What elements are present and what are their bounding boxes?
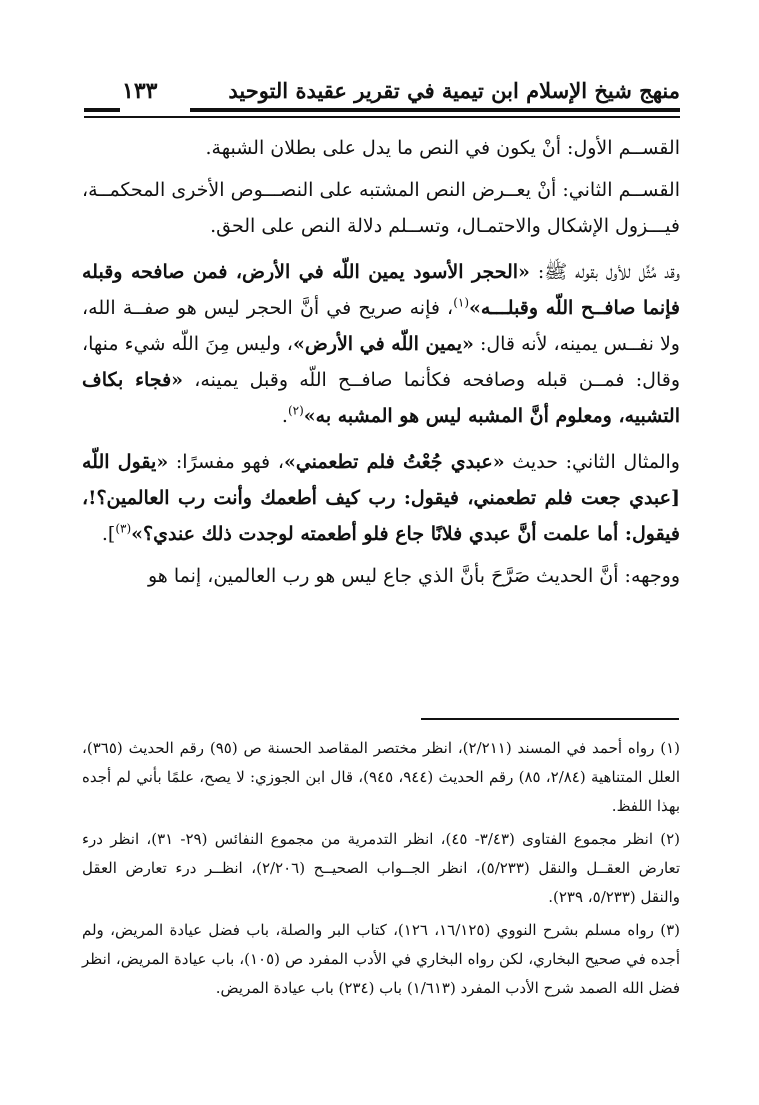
header-rule-left-thick [84,108,120,112]
book-title: منهج شيخ الإسلام ابن تيمية في تقرير عقيدة التوحيد [228,78,680,103]
quote-bold: «فجاء بكاف التشبيه، ومعلوم أنَّ المشبه ليس هو المشبه به» [82,369,680,427]
text-run: وقد مُثِّل للأول بقوله ﷺ: [529,261,680,283]
text-run: . [281,405,288,427]
paragraph-second-section: القســم الثاني: أنْ يعــرض النص المشتبه على النصـــوص الأخرى المحكمــة، فيـــزول الإشكال والاحتمـال، وتســلم دلالة النص على الحق. [82,179,680,237]
hadith-quote: «الحجر الأسود يمين اللّه في الأرض، فمن صافحه وقبله فإنما صافــح اللّه وقبلـــه» [82,261,680,319]
text-run: ، وليس مِنَ اللّه شيء منها، وقال: فمــن قبله وصافحه فكأنما صافــح اللّه وقبل يمينه، [82,333,680,391]
hadith-quote: «عبدي جُعْتُ فلم تطعمني» [283,451,505,473]
footnote-ref-3[interactable]: (٣) [115,521,132,536]
paragraph-second-example [82,444,680,552]
main-text [82,130,680,600]
paragraph-first-section: القســم الأول: أنْ يكون في النص ما يدل على بطلان الشبهة. [205,137,680,159]
running-header [84,74,680,122]
footnote-ref-1[interactable]: (١) [453,295,470,310]
text-run: ، فهو مفسرًا: [168,451,284,473]
hadith-quote: «يمين اللّه في الأرض» [292,333,474,355]
hadith-quote: «يقول اللّه [عبدي جعت فلم تطعمني، فيقول: رب كيف أطعمك وأنت رب العالمين؟!، فيقول: أما علمت أنَّ عبدي فلانًا جاع فلو أطعمته لوجدت ذلك عندي؟» [82,451,680,545]
footnote-divider [421,718,679,720]
page-number: ١٣٣ [122,78,158,104]
footnote-1: (١) رواه أحمد في المسند (٢/٢١١)، انظر مختصر المقاصد الحسنة ص (٩٥) رقم الحديث (٣٦٥)، العلل المتناهية (٢/٨٤، ٨٥) رقم الحديث (٩٤٤، ٩٤٥)، قال ابن الجوزي: لا يصح، علمًا بأني لم أجده بهذا اللفظ. [82,739,681,815]
paragraph-explanation: ووجهه: أنَّ الحديث صَرَّحَ بأنَّ الذي جاع ليس هو رب العالمين، إنما هو [147,565,680,587]
footnotes [82,734,680,1007]
footnote-ref-2[interactable]: (٢) [287,403,304,418]
footnote-3: (٣) رواه مسلم بشرح النووي (١٦/١٢٥، ١٢٦)، كتاب البر والصلة، باب فضل عيادة المريض، ولم أجده في صحيح البخاري، لكن رواه البخاري في الأدب المفرد ص (١٠٥)، باب عيادة المريض، انظر فضل الله الصمد شرح الأدب المفرد (١/٦١٣) باب (٢٣٤) باب عيادة المريض. [82,921,680,997]
header-rule-right-thick [190,108,680,112]
text-run: ، فإنه صريح في أنَّ الحجر ليس هو صفــة الله، ولا نفــس يمينه، لأنه قال: [82,297,680,355]
footnote-2: (٢) انظر مجموع الفتاوى (٣/٤٣- ٤٥)، انظر التدمرية من مجموع النفائس (٢٩- ٣١)، انظر درء تعارض العقــل والنقل (٥/٢٣٣)، انظر الجــواب الصحيــح (٢/٢٠٦)، انظــر درء تعارض العقل والنقل (٥/٢٣٣، ٢٣٩). [82,830,680,906]
paragraph-first-example [82,254,680,434]
text-run: ]. [101,523,116,545]
text-run: والمثال الثاني: حديث [504,451,680,473]
header-rule-thin [84,116,680,118]
